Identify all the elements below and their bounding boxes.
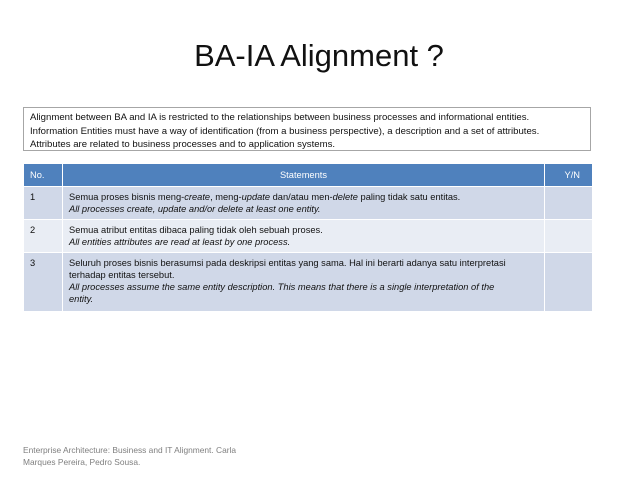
header-statements: Statements — [63, 164, 545, 187]
statement-cell — [63, 187, 545, 220]
statement-id: Semua atribut entitas dibaca paling tidak oleh sebuah proses. — [69, 225, 323, 235]
footer-line: Enterprise Architecture: Business and IT Alignment. Carla — [23, 445, 237, 455]
table-row — [24, 253, 593, 312]
statement-text: paling tidak satu entitas. — [357, 192, 461, 202]
yn-cell[interactable] — [545, 220, 593, 253]
footer-line: Marques Pereira, Pedro Sousa. — [23, 456, 141, 467]
statement-en: entity. — [69, 294, 94, 304]
statement-cell — [63, 253, 545, 312]
header-yn: Y/N — [545, 164, 593, 187]
row-number: 2 — [24, 220, 63, 253]
slide-title: BA-IA Alignment ? — [194, 38, 444, 73]
row-number: 3 — [24, 253, 63, 312]
intro-line: Attributes are related to business processes and to application systems. — [30, 139, 336, 151]
statement-en: All processes create, update and/or delete at least one entity. — [69, 204, 321, 214]
statement-id: Seluruh proses bisnis berasumsi pada deskripsi entitas yang sama. Hal ini berarti adanya satu interpretasi — [69, 258, 506, 268]
statement-text: , meng- — [210, 192, 242, 202]
statement-en: All processes assume the same entity description. This means that there is a single interpretation of the — [69, 282, 495, 292]
header-no: No. — [24, 164, 63, 187]
statement-cell — [63, 220, 545, 253]
intro-line: Alignment between BA and IA is restricted to the relationships between business processes and informational entities. — [30, 112, 530, 123]
statement-text-italic: delete — [332, 192, 358, 202]
statement-text-italic: create — [184, 192, 211, 202]
table-row — [24, 220, 593, 253]
yn-cell[interactable] — [545, 253, 593, 312]
statement-id — [69, 191, 538, 203]
statement-en: All entities attributes are read at least by one process. — [69, 237, 291, 247]
statement-id: terhadap entitas tersebut. — [69, 270, 175, 280]
row-number: 1 — [24, 187, 63, 220]
statements-table — [23, 163, 593, 312]
statement-text-italic: update — [241, 192, 271, 202]
footer-citation — [23, 445, 253, 468]
table-row — [24, 187, 593, 220]
statement-text: dan/atau men- — [270, 192, 333, 202]
statement-text: Semua proses bisnis meng- — [69, 192, 185, 202]
yn-cell[interactable] — [545, 187, 593, 220]
intro-box — [23, 107, 591, 151]
table-header-row — [24, 164, 593, 187]
intro-line: Information Entities must have a way of identification (from a business perspective), a description and a set of attributes. — [30, 125, 540, 137]
